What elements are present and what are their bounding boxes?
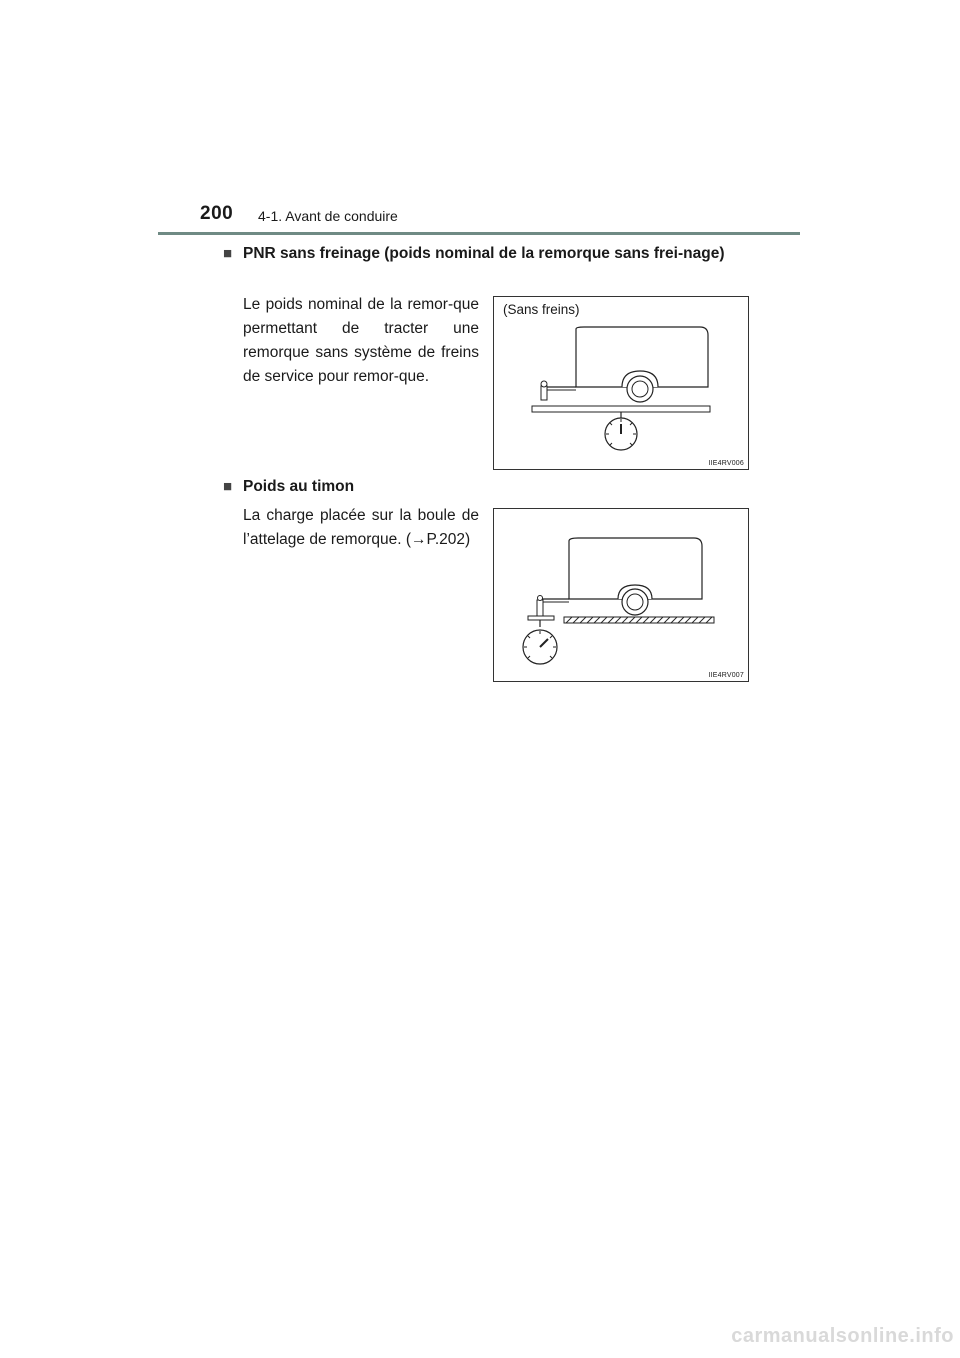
section-title: 4-1. Avant de conduire xyxy=(258,208,398,224)
bullet-square-icon: ■ xyxy=(223,478,233,495)
hitch-post xyxy=(541,386,547,400)
jack-post xyxy=(537,600,543,616)
section-body-tongue-weight: La charge placée sur la boule de l’attelage de remorque. (→P.202) xyxy=(243,507,479,548)
footer-watermark[interactable]: carmanualsonline.info xyxy=(731,1325,954,1347)
wheel-hub xyxy=(627,594,643,610)
figure-tongue-weight xyxy=(493,508,749,682)
section-body-pnr: Le poids nominal de la remor-que permettant de tracter une remorque sans système de freins de service pour remor-que. xyxy=(243,296,479,385)
section-heading-tongue-weight: Poids au timon xyxy=(243,478,355,495)
scale-plate xyxy=(528,616,554,620)
figure-trailer-no-brakes xyxy=(493,296,749,470)
header-rule xyxy=(158,232,800,235)
page-number: 200 xyxy=(200,203,234,224)
scale-platform xyxy=(532,406,710,412)
tongue-weight-illustration xyxy=(494,509,748,681)
hitch-ball xyxy=(541,381,547,387)
wheel-hub xyxy=(632,381,648,397)
figure-code: IIE4RV007 xyxy=(708,672,744,679)
figure-code: IIE4RV006 xyxy=(708,460,744,467)
figure-caption: (Sans freins) xyxy=(503,302,580,317)
section-heading-pnr: PNR sans freinage (poids nominal de la remorque sans frei-nage) xyxy=(243,245,725,262)
trailer-scale-illustration xyxy=(494,297,748,469)
bullet-square-icon: ■ xyxy=(223,245,233,262)
